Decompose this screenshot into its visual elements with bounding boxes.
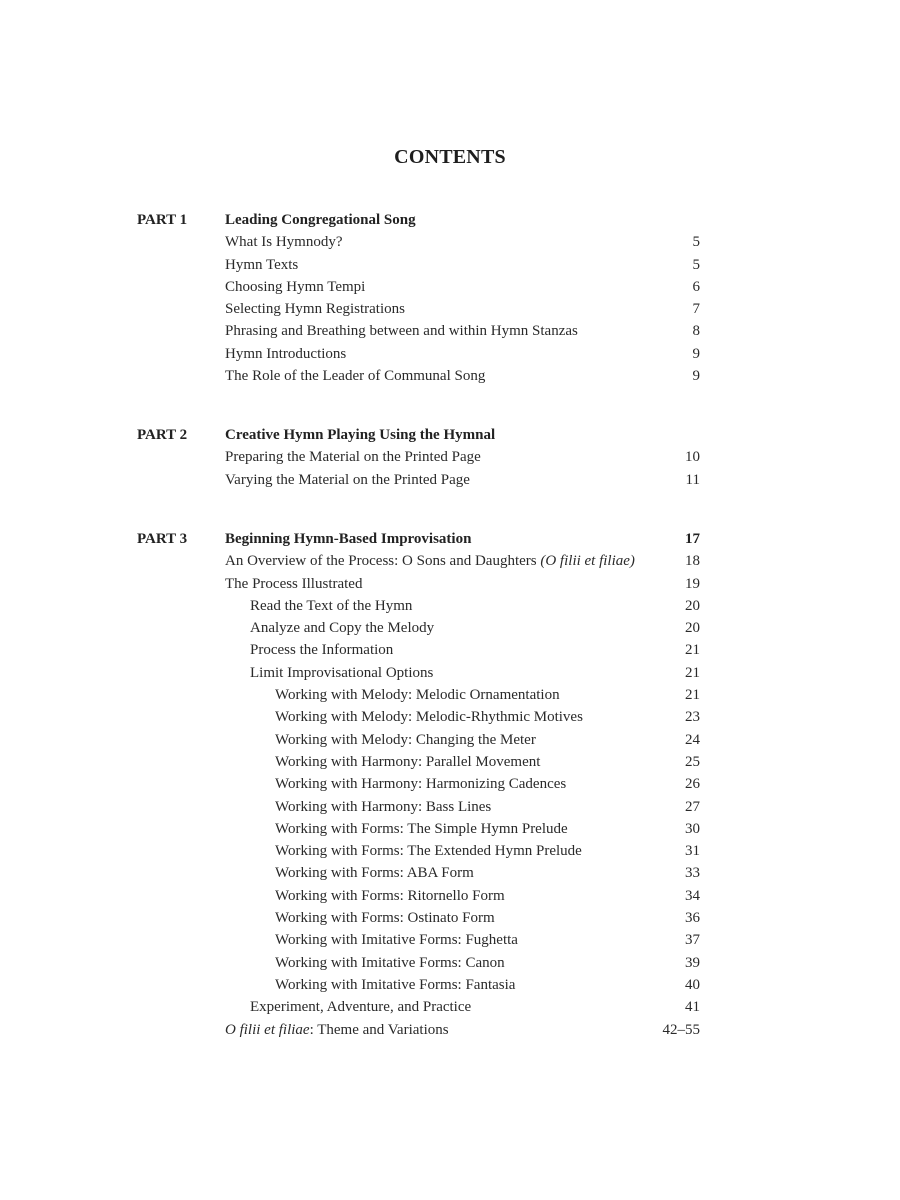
part-3-section [0, 528, 900, 1041]
entry-title-text: An Overview of the Process: O Sons and Daughters [225, 553, 541, 570]
part-label: PART 1 [137, 212, 188, 228]
toc-entry[interactable] [0, 751, 900, 773]
entry-title: Working with Harmony: Bass Lines [275, 798, 492, 815]
entry-title: Working with Harmony: Parallel Movement [275, 753, 541, 770]
entry-page: 31 [685, 843, 700, 860]
entry-title: Working with Imitative Forms: Fantasia [275, 976, 516, 993]
part-heading-title: Leading Congregational Song [225, 212, 416, 228]
toc-entry[interactable] [0, 550, 900, 572]
entry-title: Working with Forms: The Extended Hymn Prelude [275, 843, 582, 860]
entry-page: 24 [685, 731, 700, 748]
entry-title: Analyze and Copy the Melody [250, 620, 435, 637]
entry-title: Working with Forms: Ostinato Form [275, 910, 495, 927]
part-heading-title: Beginning Hymn-Based Improvisation [225, 531, 472, 547]
entry-page: 9 [692, 368, 700, 385]
entry-title: Preparing the Material on the Printed Page [225, 449, 481, 466]
toc-entry[interactable] [0, 952, 900, 974]
toc-entry[interactable] [0, 365, 900, 387]
part-heading[interactable] [0, 424, 900, 446]
entry-title: Hymn Introductions [225, 345, 347, 362]
entry-title: Working with Melody: Melodic-Rhythmic Motives [275, 709, 583, 726]
entry-page: 8 [692, 323, 700, 340]
toc-entry[interactable] [0, 617, 900, 639]
entry-title: Process the Information [250, 642, 394, 659]
toc-entry[interactable] [0, 773, 900, 795]
entry-title: Phrasing and Breathing between and within Hymn Stanzas [225, 323, 578, 340]
entry-page: 18 [685, 553, 700, 570]
entry-page: 39 [685, 954, 700, 971]
toc-entry[interactable] [0, 343, 900, 365]
toc-entry[interactable] [0, 469, 900, 491]
part-heading-title: Creative Hymn Playing Using the Hymnal [225, 427, 496, 443]
toc-entry[interactable] [0, 885, 900, 907]
entry-page: 30 [685, 820, 700, 837]
entry-title: Working with Imitative Forms: Canon [275, 954, 505, 971]
entry-title-text: : Theme and Variations [309, 1021, 449, 1038]
entry-title: Working with Forms: The Simple Hymn Prelude [275, 820, 568, 837]
entry-page: 20 [685, 620, 700, 637]
part-heading[interactable] [0, 528, 900, 550]
part-heading-page: 17 [685, 531, 700, 547]
entry-page: 36 [685, 910, 700, 927]
entry-title: Working with Forms: ABA Form [275, 865, 474, 882]
toc-entry[interactable] [0, 595, 900, 617]
toc-entry[interactable] [0, 796, 900, 818]
toc-entry[interactable] [0, 684, 900, 706]
entry-page: 23 [685, 709, 700, 726]
entry-page: 6 [692, 278, 700, 295]
page-title: CONTENTS [394, 146, 506, 168]
entry-title: Working with Forms: Ritornello Form [275, 887, 505, 904]
part-2-section [0, 424, 900, 491]
toc-entry[interactable] [0, 639, 900, 661]
entry-title: The Role of the Leader of Communal Song [225, 368, 486, 385]
entry-page: 25 [685, 753, 700, 770]
entry-page: 41 [685, 999, 700, 1016]
part-1-section [0, 209, 900, 387]
part-heading[interactable] [0, 209, 900, 231]
entry-page: 21 [685, 687, 700, 704]
toc-entry[interactable] [0, 729, 900, 751]
entry-page: 40 [685, 976, 700, 993]
toc-entry[interactable] [0, 862, 900, 884]
entry-page: 11 [685, 471, 700, 488]
toc-entry[interactable] [0, 929, 900, 951]
toc-entry[interactable] [0, 446, 900, 468]
entry-title: Working with Melody: Melodic Ornamentation [275, 687, 560, 704]
entry-title: Working with Imitative Forms: Fughetta [275, 932, 518, 949]
entry-page: 27 [685, 798, 700, 815]
toc-entry[interactable] [0, 231, 900, 253]
toc-entry[interactable] [0, 1019, 900, 1041]
entry-page: 7 [692, 301, 700, 318]
toc-entry[interactable] [0, 662, 900, 684]
entry-page: 37 [685, 932, 700, 949]
entry-title: Choosing Hymn Tempi [225, 278, 366, 295]
entry-title: Selecting Hymn Registrations [225, 301, 405, 318]
toc-entry[interactable] [0, 907, 900, 929]
entry-title: The Process Illustrated [225, 575, 363, 592]
entry-page: 42–55 [662, 1021, 700, 1038]
toc-entry[interactable] [0, 996, 900, 1018]
toc-entry[interactable] [0, 573, 900, 595]
entry-page: 26 [685, 776, 700, 793]
toc-entry[interactable] [0, 320, 900, 342]
entry-title: Working with Melody: Changing the Meter [275, 731, 536, 748]
entry-title: What Is Hymnody? [225, 234, 343, 251]
entry-page: 20 [685, 597, 700, 614]
entry-title-italic: (O filii et filiae) [540, 553, 635, 570]
toc-entry[interactable] [0, 276, 900, 298]
entry-page: 21 [685, 664, 700, 681]
entry-page: 34 [685, 887, 700, 904]
entry-title: Read the Text of the Hymn [250, 597, 413, 614]
entry-page: 5 [692, 256, 700, 273]
entry-title [225, 1019, 449, 1041]
entry-title: Experiment, Adventure, and Practice [250, 999, 472, 1016]
toc-entry[interactable] [0, 254, 900, 276]
entry-title-italic: O filii et filiae [225, 1021, 310, 1038]
entry-title: Working with Harmony: Harmonizing Cadences [275, 776, 567, 793]
entry-page: 10 [685, 449, 700, 466]
entry-page: 9 [692, 345, 700, 362]
entry-page: 5 [692, 234, 700, 251]
entry-title: Limit Improvisational Options [250, 664, 434, 681]
entry-page: 19 [685, 575, 700, 592]
entry-title [225, 550, 635, 572]
part-label: PART 2 [137, 427, 188, 443]
toc-entry[interactable] [0, 818, 900, 840]
toc-entry[interactable] [0, 974, 900, 996]
entry-title: Hymn Texts [225, 256, 299, 273]
entry-page: 21 [685, 642, 700, 659]
entry-title: Varying the Material on the Printed Page [225, 471, 470, 488]
part-label: PART 3 [137, 531, 188, 547]
toc-entry[interactable] [0, 840, 900, 862]
toc-entry[interactable] [0, 706, 900, 728]
entry-page: 33 [685, 865, 700, 882]
toc-entry[interactable] [0, 298, 900, 320]
